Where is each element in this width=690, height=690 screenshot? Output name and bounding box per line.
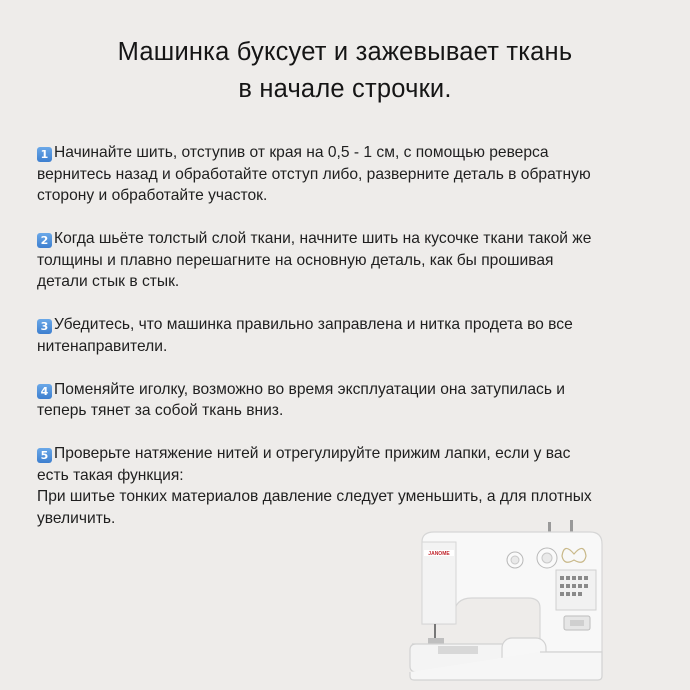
keycap-number-4: 4	[37, 384, 52, 399]
spool-pin	[570, 520, 573, 532]
brand-logo: JANOME	[428, 551, 450, 557]
page-title	[0, 34, 690, 108]
tip-3	[37, 314, 677, 357]
tip-2-line-3: детали стык в стык.	[37, 273, 180, 290]
tip-4	[37, 379, 677, 422]
tip-4-line-1: Поменяйте иголку, возможно во время эксплуатации она затупилась и	[54, 380, 565, 398]
tip-3-line-1: Убедитесь, что машинка правильно заправлена и нитка продета во все	[54, 316, 573, 333]
tip-1-line-2: вернитесь назад и обработайте отступ либо, разверните деталь в обратную	[37, 165, 591, 183]
tip-2-line-2: толщины и плавно перешагните на основную деталь, как бы прошивая	[37, 251, 554, 269]
tip-3-line-2: нитенаправители.	[37, 337, 168, 355]
title-line-1: Машинка буксует и зажевывает ткань	[117, 38, 573, 66]
keycap-number-1: 1	[37, 147, 52, 162]
tip-5-line-1: Проверьте натяжение нитей и отрегулируйте прижим лапки, если у вас	[54, 445, 571, 462]
tip-1-line-1: Начинайте шить, отступив от края на 0,5 - 1 см, с помощью реверса	[54, 144, 549, 161]
title-line-2: в начале строчки.	[238, 75, 452, 103]
keycap-number-2: 2	[37, 233, 52, 248]
tip-2	[37, 228, 677, 293]
presser-foot	[428, 638, 444, 644]
keycap-number-3: 3	[37, 319, 52, 334]
tip-5-line-4: увеличить.	[37, 509, 116, 527]
tips-list	[37, 142, 677, 551]
tip-1	[37, 142, 677, 207]
tip-5-line-2: есть такая функция:	[37, 466, 184, 484]
tip-5	[37, 443, 677, 529]
tip-4-line-2: теперь тянет за собой ткань вниз.	[37, 402, 284, 419]
needle-plate	[438, 646, 478, 654]
sewing-machine-image	[408, 520, 608, 685]
tip-5-line-3: При шитье тонких материалов давление следует уменьшить, а для плотных	[37, 488, 592, 505]
tip-1-line-3: сторону и обработайте участок.	[37, 187, 268, 204]
keycap-number-5: 5	[37, 448, 52, 463]
tip-2-line-1: Когда шьёте толстый слой ткани, начните шить на кусочке ткани такой же	[54, 230, 592, 247]
